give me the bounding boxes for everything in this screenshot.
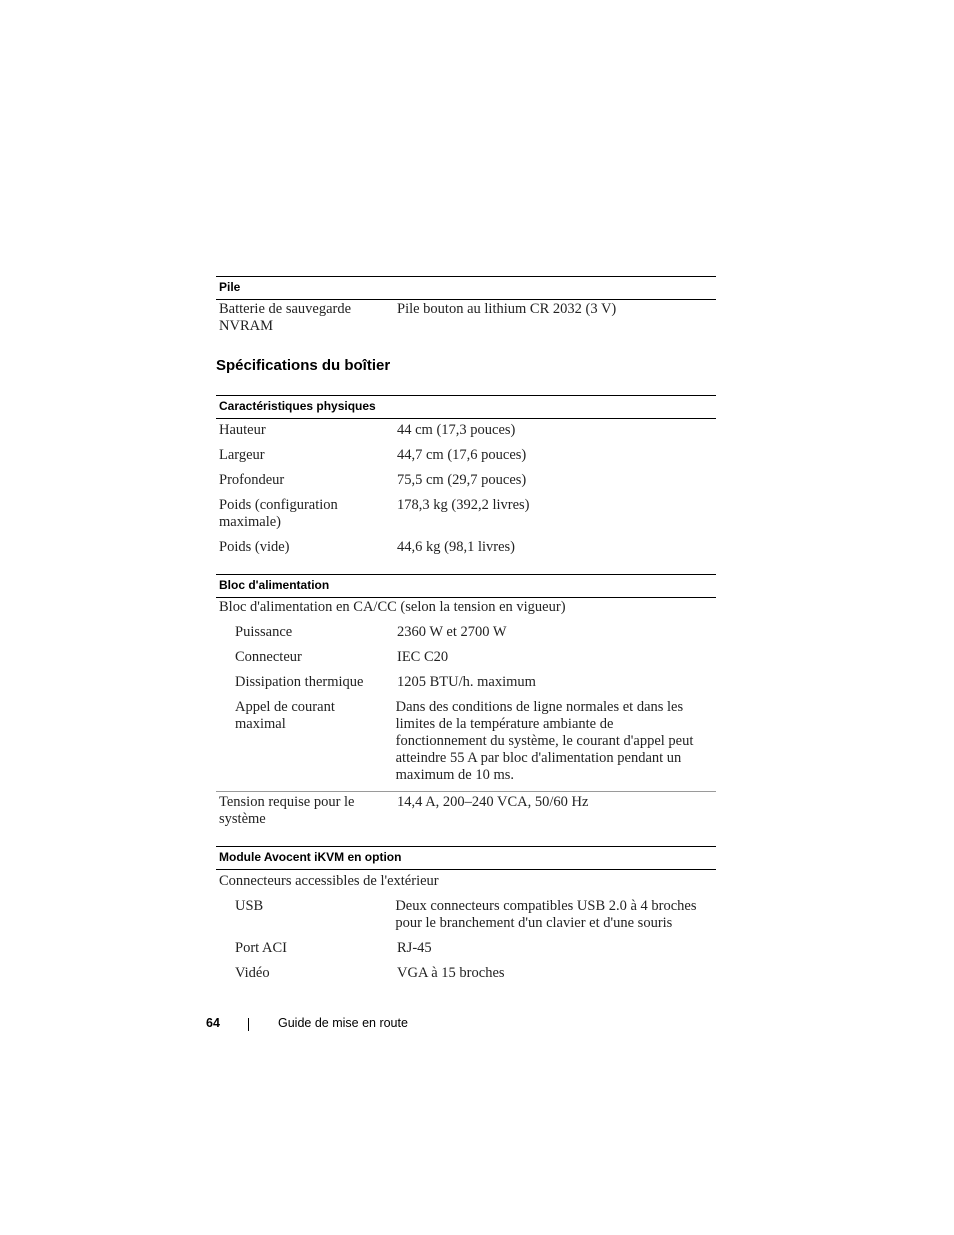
table-row xyxy=(216,497,716,531)
row-value: 2360 W et 2700 W xyxy=(397,624,507,640)
table-row xyxy=(216,898,716,932)
row-value: Pile bouton au lithium CR 2032 (3 V) xyxy=(397,301,617,317)
table-row xyxy=(216,422,716,439)
physical-table xyxy=(216,395,716,556)
table-row xyxy=(216,624,716,641)
row-label: Largeur xyxy=(219,447,265,463)
row-label: USB xyxy=(235,898,264,914)
group-label: Bloc d'alimentation en CA/CC (selon la tension en vigueur) xyxy=(219,599,566,615)
row-value: Dans des conditions de ligne normales et dans les limites de la température ambiante de fonctionnement du système, le courant d'appel peut atteindre 55 A par bloc d'alimentation pendant un maximum de 10 ms. xyxy=(395,699,694,783)
table-row xyxy=(216,794,716,828)
row-divider xyxy=(216,791,716,792)
table-row xyxy=(216,472,716,489)
power-table xyxy=(216,574,716,828)
row-value: 44,6 kg (98,1 livres) xyxy=(397,539,515,555)
row-value: VGA à 15 broches xyxy=(397,965,505,981)
group-label: Connecteurs accessibles de l'extérieur xyxy=(219,873,439,889)
guide-title: Guide de mise en route xyxy=(278,1016,408,1030)
row-label: Tension requise pour le système xyxy=(219,794,355,827)
table-row xyxy=(216,699,716,784)
section-title: Spécifications du boîtier xyxy=(216,357,391,374)
table-row xyxy=(216,447,716,464)
row-value: 1205 BTU/h. maximum xyxy=(397,674,536,690)
row-value: Deux connecteurs compatibles USB 2.0 à 4 broches pour le branchement d'un clavier et d'une souris xyxy=(395,898,697,931)
table-row xyxy=(216,649,716,666)
table-row xyxy=(216,539,716,556)
ikvm-table xyxy=(216,846,716,982)
row-value: IEC C20 xyxy=(397,649,449,665)
row-label: Hauteur xyxy=(219,422,266,438)
row-label: Batterie de sauvegarde NVRAM xyxy=(219,301,352,334)
power-header: Bloc d'alimentation xyxy=(216,574,716,598)
row-label: Poids (vide) xyxy=(219,539,290,555)
physical-header: Caractéristiques physiques xyxy=(216,395,716,419)
row-value: RJ-45 xyxy=(397,940,432,956)
row-label: Connecteur xyxy=(235,649,302,665)
row-label: Profondeur xyxy=(219,472,285,488)
table-row xyxy=(216,301,716,335)
row-value: 75,5 cm (29,7 pouces) xyxy=(397,472,527,488)
pile-table xyxy=(216,276,716,335)
row-label: Dissipation thermique xyxy=(235,674,364,690)
row-value: 14,4 A, 200–240 VCA, 50/60 Hz xyxy=(397,794,589,810)
table-row xyxy=(216,965,716,982)
row-label: Port ACI xyxy=(235,940,287,956)
row-label: Vidéo xyxy=(235,965,270,981)
row-value: 44,7 cm (17,6 pouces) xyxy=(397,447,527,463)
table-row xyxy=(216,940,716,957)
ikvm-header: Module Avocent iKVM en option xyxy=(216,846,716,870)
footer-divider xyxy=(248,1018,249,1031)
row-label: Poids (configuration maximale) xyxy=(219,497,338,530)
row-value: 44 cm (17,3 pouces) xyxy=(397,422,516,438)
pile-header: Pile xyxy=(216,276,716,300)
table-row xyxy=(216,674,716,691)
row-value: 178,3 kg (392,2 livres) xyxy=(397,497,530,513)
row-label: Puissance xyxy=(235,624,293,640)
row-label: Appel de courant maximal xyxy=(235,699,335,732)
page-number: 64 xyxy=(206,1016,220,1030)
